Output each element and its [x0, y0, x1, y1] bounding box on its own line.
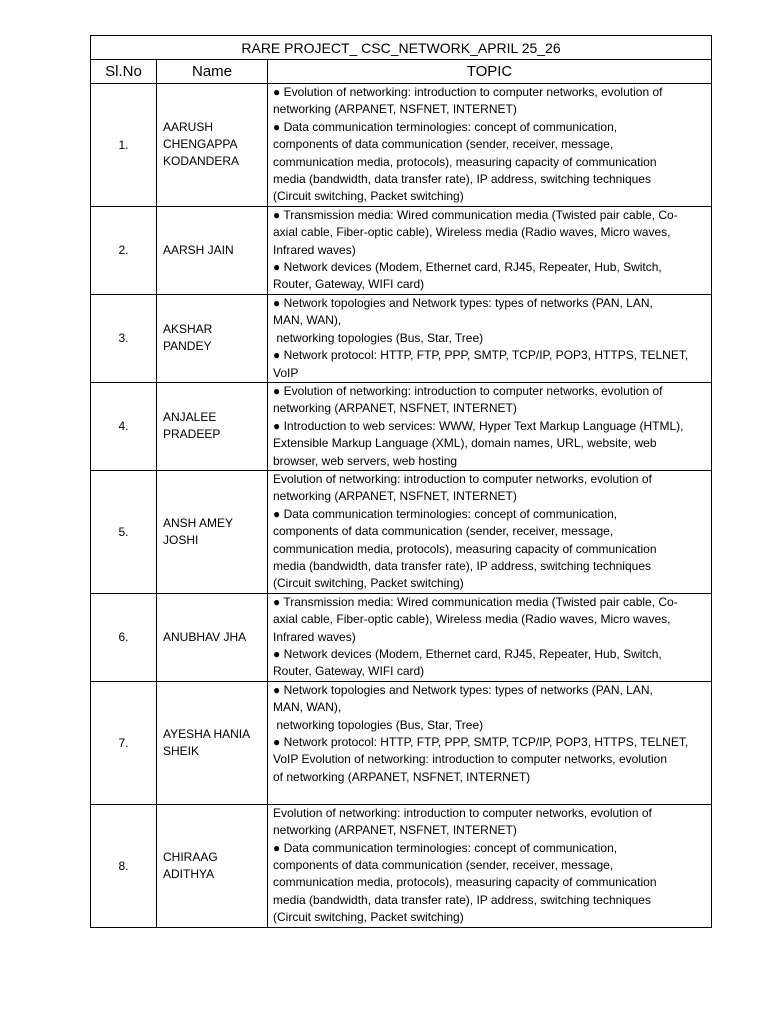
- student-name-line: CHENGAPPA: [163, 137, 238, 152]
- topic-line: communication media, protocols), measuring capacity of communication: [273, 541, 657, 556]
- topic-line: media (bandwidth, data transfer rate), IP address, switching techniques: [273, 892, 651, 907]
- student-name: [157, 382, 268, 470]
- topic-line: communication media, protocols), measuring capacity of communication: [273, 875, 657, 890]
- topic-cell: [268, 681, 712, 804]
- student-name-line: CHIRAAG: [163, 849, 218, 864]
- title-row: [91, 36, 712, 60]
- topic-line: ● Network protocol: HTTP, FTP, PPP, SMTP, TCP/IP, POP3, HTTPS, TELNET,: [273, 735, 689, 750]
- topic-line: Infrared waves): [273, 242, 356, 257]
- student-name-line: ANJALEE: [163, 410, 217, 425]
- topic-line: Router, Gateway, WIFI card): [273, 664, 425, 679]
- student-name-line: JOSHI: [163, 532, 199, 547]
- table-row: [91, 804, 712, 927]
- serial-number: 7.: [91, 681, 157, 804]
- topic-line: of networking (ARPANET, NSFNET, INTERNET): [273, 769, 531, 784]
- topic-line: ● Evolution of networking: introduction to computer networks, evolution of: [273, 85, 663, 99]
- topic-line: networking (ARPANET, NSFNET, INTERNET): [273, 102, 517, 117]
- topic-line: ● Network protocol: HTTP, FTP, PPP, SMTP, TCP/IP, POP3, HTTPS, TELNET,: [273, 348, 689, 363]
- header-row: [91, 60, 712, 84]
- topic-line: VoIP: [273, 365, 299, 380]
- student-name-line: AARSH JAIN: [163, 242, 234, 257]
- topic-line: MAN, WAN),: [273, 700, 342, 715]
- student-name: [157, 470, 268, 593]
- topic-line: ● Data communication terminologies: concept of communication,: [273, 840, 618, 855]
- topic-line: (Circuit switching, Packet switching): [273, 189, 464, 204]
- topic-line: communication media, protocols), measuring capacity of communication: [273, 154, 657, 169]
- student-name: [157, 84, 268, 207]
- topic-line: networking (ARPANET, NSFNET, INTERNET): [273, 823, 517, 838]
- topic-line: networking topologies (Bus, Star, Tree): [273, 330, 484, 345]
- project-table: [90, 35, 712, 928]
- table-row: [91, 470, 712, 593]
- topic-line: components of data communication (sender, receiver, message,: [273, 524, 614, 539]
- student-name-line: AKSHAR PANDEY: [163, 322, 216, 354]
- serial-number: 4.: [91, 382, 157, 470]
- topic-cell: [268, 382, 712, 470]
- serial-number: 5.: [91, 470, 157, 593]
- student-name-line: PRADEEP: [163, 427, 221, 442]
- table-row: [91, 382, 712, 470]
- topic-line: networking topologies (Bus, Star, Tree): [273, 717, 484, 732]
- table-row: [91, 593, 712, 681]
- table-row: [91, 206, 712, 294]
- topic-line: VoIP Evolution of networking: introduction to computer networks, evolution: [273, 752, 668, 767]
- document-page: [90, 35, 712, 928]
- student-name-line: AYESHA HANIA: [163, 726, 251, 741]
- topic-line: media (bandwidth, data transfer rate), IP address, switching techniques: [273, 558, 651, 573]
- topic-line: Evolution of networking: introduction to computer networks, evolution of: [273, 471, 652, 486]
- serial-number: 3.: [91, 294, 157, 382]
- table-row: [91, 681, 712, 804]
- topic-line: networking (ARPANET, NSFNET, INTERNET): [273, 489, 517, 504]
- topic-cell: [268, 804, 712, 927]
- topic-line: ● Evolution of networking: introduction to computer networks, evolution of: [273, 383, 663, 398]
- topic-cell: [268, 206, 712, 294]
- topic-line: (Circuit switching, Packet switching): [273, 910, 464, 925]
- topic-line: ● Introduction to web services: WWW, Hyper Text Markup Language (HTML),: [273, 418, 684, 433]
- topic-cell: [268, 84, 712, 207]
- topic-line: networking (ARPANET, NSFNET, INTERNET): [273, 401, 517, 416]
- topic-cell: [268, 294, 712, 382]
- student-name: [157, 804, 268, 927]
- serial-number: 2.: [91, 206, 157, 294]
- topic-line: components of data communication (sender, receiver, message,: [273, 858, 614, 873]
- topic-line: ● Data communication terminologies: concept of communication,: [273, 506, 618, 521]
- header-sl-no: Sl.No: [91, 60, 157, 84]
- topic-line: ● Network devices (Modem, Ethernet card, RJ45, Repeater, Hub, Switch,: [273, 647, 662, 661]
- topic-line: Infrared waves): [273, 629, 356, 644]
- table-row: [91, 294, 712, 382]
- topic-line: ● Network devices (Modem, Ethernet card, RJ45, Repeater, Hub, Switch,: [273, 260, 662, 275]
- topic-line: Router, Gateway, WIFI card): [273, 277, 425, 292]
- serial-number: 6.: [91, 593, 157, 681]
- student-name-line: KODANDERA: [163, 154, 240, 169]
- serial-number: 8.: [91, 804, 157, 927]
- topic-line: axial cable, Fiber-optic cable), Wireless media (Radio waves, Micro waves,: [273, 612, 671, 627]
- student-name-line: ANSH AMEY: [163, 515, 234, 530]
- topic-line: axial cable, Fiber-optic cable), Wireless media (Radio waves, Micro waves,: [273, 225, 671, 240]
- serial-number: 1.: [91, 84, 157, 207]
- student-name: [157, 593, 268, 681]
- topic-line: ● Network topologies and Network types: types of networks (PAN, LAN,: [273, 295, 653, 310]
- student-name-line: ADITHYA: [163, 866, 215, 881]
- topic-line: ● Transmission media: Wired communication media (Twisted pair cable, Co-: [273, 594, 678, 609]
- student-name-line: SHEIK: [163, 743, 200, 758]
- topic-line: ● Data communication terminologies: concept of communication,: [273, 119, 618, 134]
- header-name: Name: [157, 60, 268, 84]
- topic-line: ● Transmission media: Wired communication media (Twisted pair cable, Co-: [273, 207, 678, 222]
- table-row: [91, 84, 712, 207]
- topic-cell: [268, 470, 712, 593]
- topic-line: components of data communication (sender, receiver, message,: [273, 137, 614, 152]
- student-name: [157, 294, 268, 382]
- student-name-line: ANUBHAV JHA: [163, 629, 247, 644]
- student-name: [157, 206, 268, 294]
- topic-line: (Circuit switching, Packet switching): [273, 576, 464, 591]
- table-title: RARE PROJECT_ CSC_NETWORK_APRIL 25_26: [91, 36, 712, 60]
- table-body: [91, 84, 712, 928]
- student-name-line: AARUSH: [163, 120, 214, 135]
- topic-line: ● Network topologies and Network types: types of networks (PAN, LAN,: [273, 682, 653, 697]
- topic-line: browser, web servers, web hosting: [273, 453, 458, 468]
- topic-line: Extensible Markup Language (XML), domain names, URL, website, web: [273, 436, 657, 451]
- topic-cell: [268, 593, 712, 681]
- student-name: [157, 681, 268, 804]
- topic-line: media (bandwidth, data transfer rate), IP address, switching techniques: [273, 172, 651, 187]
- topic-line: Evolution of networking: introduction to computer networks, evolution of: [273, 805, 652, 820]
- header-topic: TOPIC: [268, 60, 712, 84]
- topic-line: MAN, WAN),: [273, 313, 342, 328]
